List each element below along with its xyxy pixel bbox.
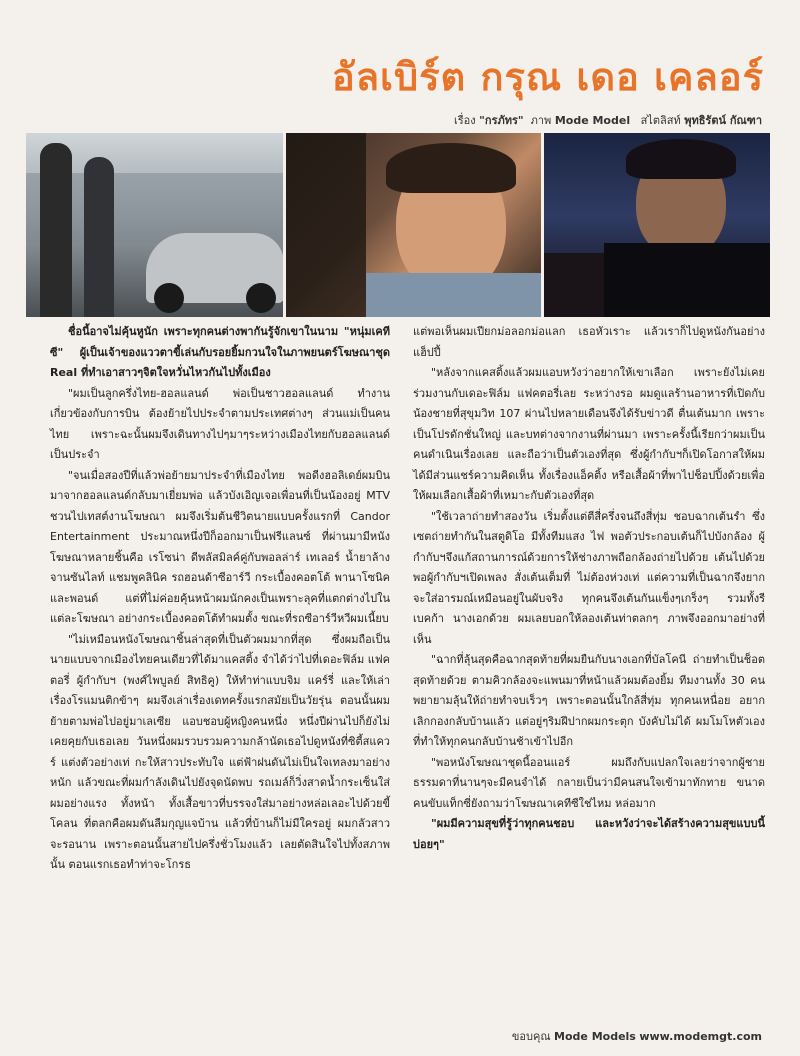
photo-label: ภาพ (530, 114, 552, 127)
photo-night-balcony (544, 133, 770, 317)
closing-quote: "ผมมีความสุขที่รู้ว่าทุกคนชอบ และหวังว่าจะได้สร้างความสุขแบบนี้บ่อยๆ" (413, 817, 765, 851)
left-column (50, 322, 390, 876)
photo-garage-scene (26, 133, 283, 317)
lead-paragraph: ชื่อนี้อาจไม่คุ้นหูนัก เพราะทุกคนต่างพากันรู้จักเขาในนาม "หนุ่มเคทีซี" ผู้เป็นเจ้าของแววตาขี้เล่นกับรอยยิ้มกวนใจในภาพยนตร์โฆษณาชุด Real ที่ทำเอาสาวๆจิตใจหวั่นไหวกันไปทั้งเมือง (50, 325, 390, 379)
stylist-name: พุทธิรัตน์ กัณฑา (684, 114, 762, 127)
paragraph: แต่พอเห็นผมเปียกม่อลอกม่อแลก เธอหัวเราะ แล้วเราก็ไปดูหนังกันอย่างแฮ็ปปี้ (413, 325, 765, 359)
stylist-label: สไตลิสท์ (640, 114, 681, 127)
writer-name: "กรภัทร" (479, 114, 524, 127)
page-footer (512, 1027, 762, 1045)
agency-website: www.modemgt.com (639, 1030, 762, 1043)
photo-strip (26, 133, 770, 317)
paragraph: "จนเมื่อสองปีที่แล้วพ่อย้ายมาประจำที่เมืองไทย พอดีงฮอลิเดย์ผมบินมาจากฮอลแลนด์กลับมาเยี่ยมพ่อ แล้วบังเอิญเจอเพื่อนที่เป็นน้องอยู่ MTV ชวนไปเทสต์งานโฆษณา ผมจึงเริ่มต้นชีวิตนายแบบครั้งแรกที่ Candor Entertainment ประมาณหนึ่งปีก็ออกมาเป็นฟรีแลนซ์ ที่ผ่านมามีหนังโฆษณาหลายชิ้นคือ เรโซน่า ดีพลัสมิลค์คู่กับพอลล่าร์ เทเลอร์ น้ำยาล้างจานซันไลท์ แชมพูคลินิค รถฮอนด้าซีอาร์วี กระเบื้องคอตโต้ พานาโซนิค และพอนด์ แต่ที่ไม่ค่อยคุ้นหน้าผมนักคงเป็นเพราะลุคที่แตกต่างไปในแต่ละโฆษณา อย่างกระเบื้องคอตโต้ทำผมตั้ง ขณะที่รถซีอาร์วีหวีผมเนี้ยบ (50, 468, 390, 625)
agency-name: Mode Models (554, 1030, 636, 1043)
writer-label: เรื่อง (454, 114, 476, 127)
article-title: อัลเบิร์ต กรุณ เดอ เคลอร์ (331, 55, 764, 99)
paragraph: "ไม่เหมือนหนังโฆษณาชิ้นล่าสุดที่เป็นตัวผมมากที่สุด ซึ่งผมถือเป็นนายแบบจากเมืองไทยคนเดียวที่ได้มาแคสติ้ง จำได้ว่าไปที่เดอะฟิล์ม แฟคตอรี่ ผู้กำกับฯ (พงศ์ไพบูลย์ สิทธิคู) ให้ทำท่าแบบจิม แคร์รี่ และให้เล่าเรื่องโรแมนติกข้าๆ ผมจึงเล่าเรื่องเดทครั้งแรกสมัยเป็นวัยรุ่น ตอนนั้นผมย้ายตามพ่อไปอยู่มาเลเซีย แอบชอบผู้หญิงคนหนึ่ง หนึ่งปีผ่านไปก็ยังไม่เคยคุยกับเธอเลย วันหนึ่งผมรวบรวมความกล้านัดเธอไปดูหนังที่ซิตี้สแควร์ แต่งตัวอย่างเท่ กะให้สาวประทับใจ แต่ฟ้าฝนดันไม่เป็นใจเทลงมาอย่างหนัก แล้วขณะที่ผมกำลังเดินไปยังจุดนัดพบ รถเมล์ก็วิ่งสาดน้ำกระเซ็นใส่ผมอย่างแรง ทั้งหน้า ทั้งเสื้อขาวที่บรรจงใส่มาอย่างหล่อเลอะไปด้วยขี้โคลน ที่ตลกคือผมดันลืมกุญแจบ้าน แล้วที่บ้านก็ไม่มีใครอยู่ ผมกลัวสาวจะรอนาน เพราะตอนนั้นสายไปครึ่งชั่วโมงแล้ว เลยตัดสินใจไปทั้งสภาพนั้น ตอนแรกเธอทำท่าจะโกรธ (50, 632, 390, 871)
paragraph: "ใช้เวลาถ่ายทำสองวัน เริ่มตั้งแต่ตีสี่ครึ่งจนถึงสี่ทุ่ม ชอบฉากเต้นรำ ซึ่งเซตถ่ายทำกันในสตูดิโอ มีทั้งทีมแสง ไฟ พอตัวประกอบเต้นก็ไปบังกล้อง ผู้กำกับฯจึงแก้สถานการณ์ด้วยการให้ช่างภาพถือกล้องถ่ายไปด้วย เต้นไปด้วย พอผู้กำกับฯเปิดเพลง สั่งเต้นเต็มที่ ไม่ต้องห่วงเท่ แต่ความที่เป็นฉากจึงยากจะใส่อารมณ์เหมือนอยู่ในผับจริง ทุกคนจึงเต้นกันแข็งๆเกร็งๆ รวมทั้งรีเบคก้า นางเอกด้วย ผมเลยบอกให้ลองเต้นท่าตลกๆ ภาพจึงออกมาอย่างที่เห็น (413, 509, 765, 646)
paragraph: "หลังจากแคสติ้งแล้วผมแอบหวังว่าอยากให้เขาเลือก เพราะยังไม่เคยร่วมงานกับเดอะฟิล์ม แฟคตอรี่เลย ระหว่างรอ ผมดูแลร้านอาหารที่เปิดกับน้องชายที่สุขุมวิท 107 ผ่านไปหลายเดือนจึงได้รับข่าวดี ตื่นเต้นมาก เพราะเป็นโปรดักชั่นใหญ่ และบทต่างจากงานที่ผ่านมา เพราะครั้งนี้เรียกว่าผมเป็นคนดำเนินเรื่องเลย และถือว่าเป็นตัวเองที่สุด ซึ่งผู้กำกับฯก็เปิดโอกาสให้ผมได้มีส่วนแชร์ความคิดเห็น ทั้งเรื่องแอ็คติ้ง หรือเสื้อผ้าที่พาไปช็อปปิ้งด้วยเพื่อให้ผมเลือกเสื้อผ้าที่เหมาะกับตัวเองที่สุด (413, 366, 765, 502)
article-credits (454, 111, 762, 129)
thanks-label: ขอบคุณ (511, 1030, 551, 1043)
photo-closeup-smile (286, 133, 541, 317)
paragraph: "ผมเป็นลูกครึ่งไทย-ฮอลแลนด์ พ่อเป็นชาวฮอลแลนด์ ทำงานเกี่ยวข้องกับการบิน ต้องย้ายไปประจำตามประเทศต่างๆ ส่วนแม่เป็นคนไทย เพราะฉะนั้นผมจึงเดินทางไปๆมาๆระหว่างเมืองไทยกับฮอลแลนด์เป็นประจำ (50, 386, 390, 461)
paragraph: "ฉากที่ลุ้นสุดคือฉากสุดท้ายที่ผมยืนกับนางเอกที่บัลโคนี ถ่ายทำเป็นช็อตสุดท้ายด้วย ตามคิวกล้องจะแพนมาที่หน้าแล้วผมต้องยิ้ม ทีมงานทั้ง 30 คนพยายามลุ้นให้ถ่ายทำจบเร็วๆ เพราะตอนนั้นใกล้สี่ทุ่ม ทุกคนเหนื่อย อยากเลิกกองกลับบ้านแล้ว แต่อยู่ๆริมฝีปากผมกระตุก บังคับไม่ได้ ผมโมโหตัวเองที่ทำให้ทุกคนกลับบ้านช้าเข้าไปอีก (413, 653, 765, 748)
paragraph: "พอหนังโฆษณาชุดนี้ออนแอร์ ผมถึงกับแปลกใจเลยว่าจากผู้ชายธรรมดาที่นานๆจะมีคนจำได้ กลายเป็นว่ามีคนสนใจเข้ามาทักทาย ขนาดคนขับแท็กซี่ยังถามว่าโฆษณาเคทีซีใช่ไหม หล่อมาก (413, 755, 765, 810)
photo-credit: Mode Model (554, 114, 631, 127)
right-column (413, 322, 765, 855)
